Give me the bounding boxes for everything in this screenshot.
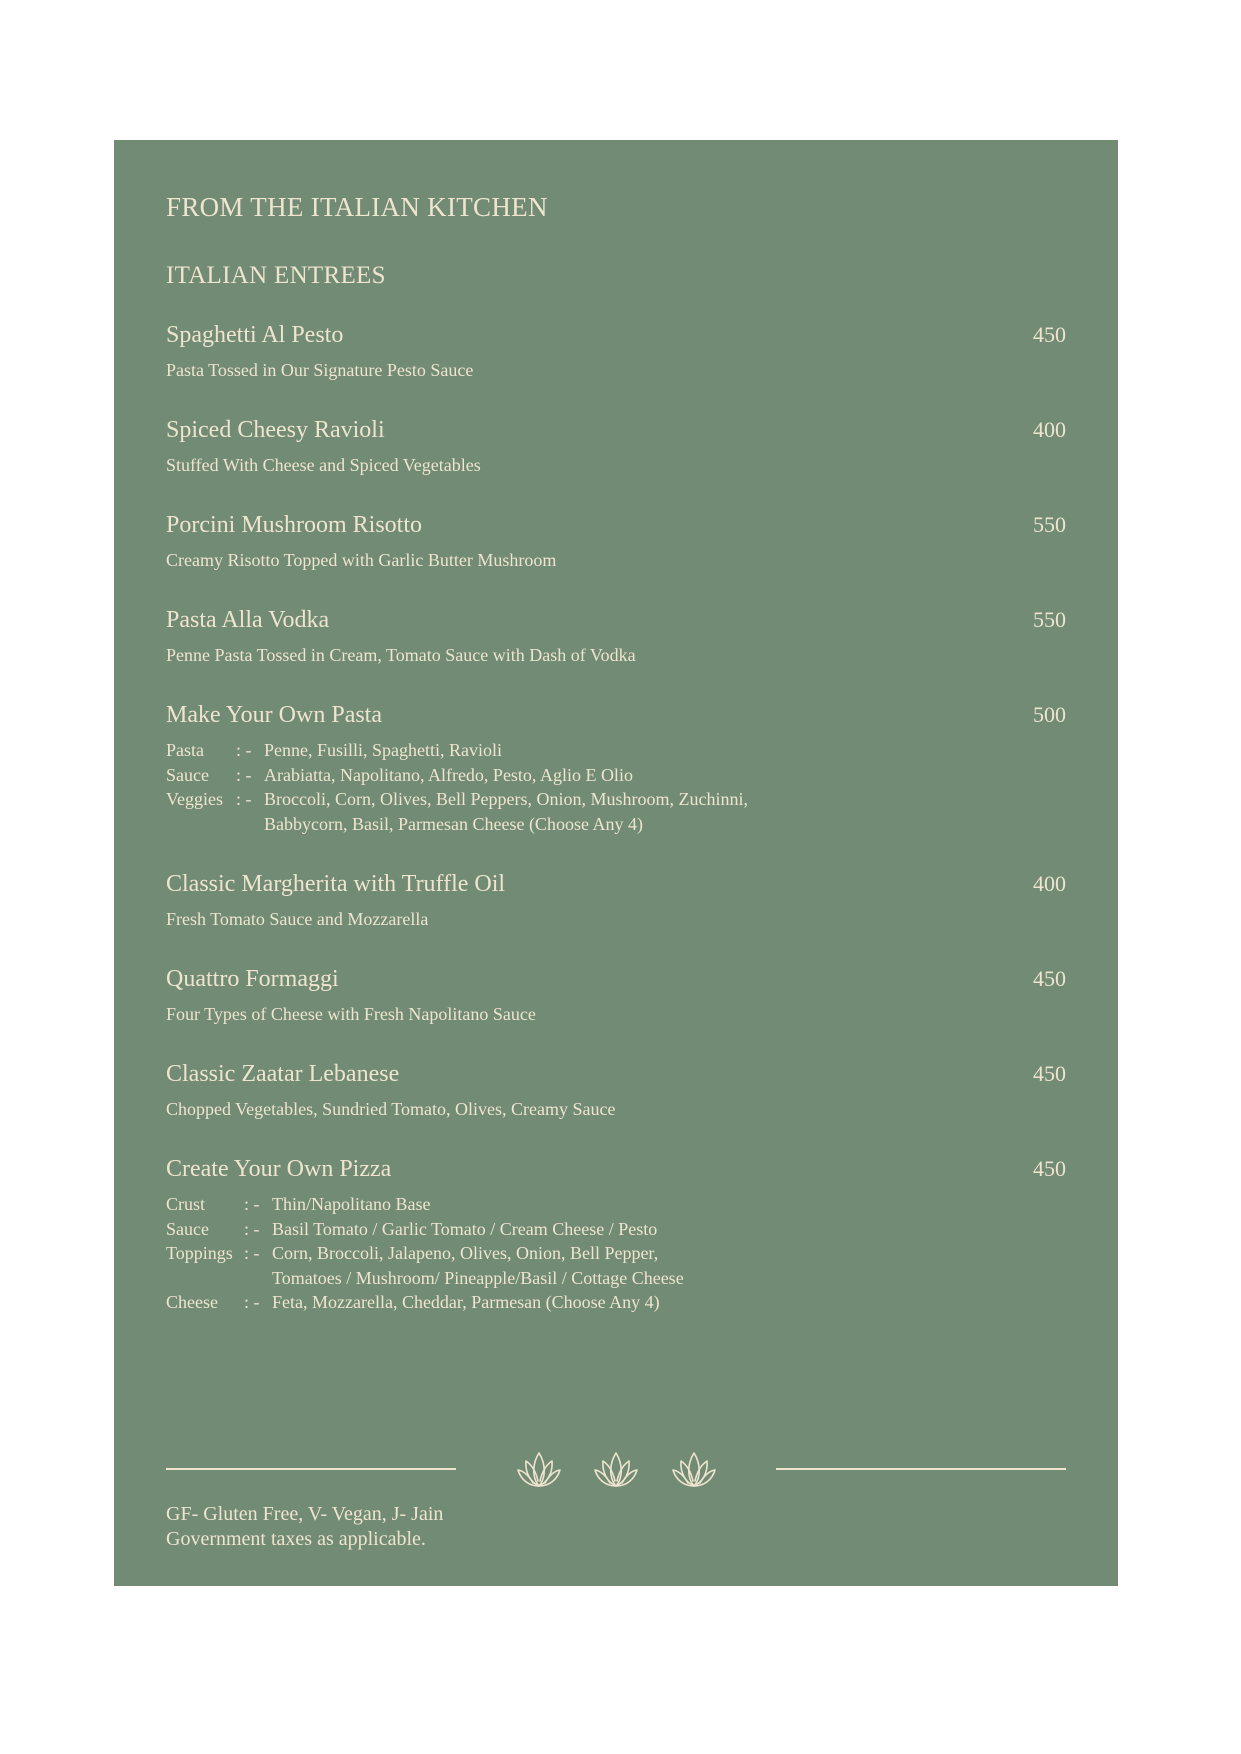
option-separator: : -	[244, 1218, 260, 1239]
pasta-options	[166, 738, 748, 836]
item-name: Spaghetti Al Pesto	[166, 322, 344, 348]
option-values: Feta, Mozzarella, Cheddar, Parmesan (Choose Any 4)	[272, 1292, 660, 1312]
item-name: Classic Margherita with Truffle Oil	[166, 871, 506, 897]
option-separator: : -	[244, 1194, 260, 1214]
item-name: Make Your Own Pasta	[166, 702, 382, 728]
option-values: Arabiatta, Napolitano, Alfredo, Pesto, Aglio E Olio	[264, 764, 633, 785]
option-label: Pasta	[166, 740, 204, 760]
page-title: FROM THE ITALIAN KITCHEN	[166, 192, 548, 222]
item-description: Creamy Risotto Topped with Garlic Butter Mushroom	[166, 550, 557, 570]
divider-right	[776, 1468, 1066, 1470]
item-description: Fresh Tomato Sauce and Mozzarella	[166, 909, 429, 929]
option-row	[166, 738, 748, 763]
section-title: ITALIAN ENTREES	[166, 262, 386, 289]
item-description: Four Types of Cheese with Fresh Napolitano Sauce	[166, 1004, 536, 1024]
option-values: Tomatoes / Mushroom/ Pineapple/Basil / Cottage Cheese	[272, 1267, 684, 1288]
item-price: 400	[1033, 871, 1066, 896]
pizza-options	[166, 1192, 684, 1315]
item-description: Pasta Tossed in Our Signature Pesto Sauce	[166, 360, 474, 380]
option-separator: : -	[236, 764, 252, 785]
item-description: Penne Pasta Tossed in Cream, Tomato Sauce with Dash of Vodka	[166, 645, 636, 665]
menu-panel	[114, 140, 1118, 1586]
option-values: Broccoli, Corn, Olives, Bell Peppers, Onion, Mushroom, Zuchinni,	[264, 789, 748, 809]
option-separator: : -	[236, 740, 252, 760]
item-price: 450	[1033, 1156, 1066, 1181]
option-separator: : -	[244, 1243, 260, 1263]
option-label: Sauce	[166, 764, 209, 785]
option-label: Veggies	[166, 789, 223, 809]
item-price: 550	[1033, 607, 1066, 632]
item-name: Classic Zaatar Lebanese	[166, 1061, 400, 1087]
divider-left	[166, 1468, 456, 1470]
item-name: Porcini Mushroom Risotto	[166, 512, 423, 538]
option-row	[166, 1217, 684, 1242]
item-name: Pasta Alla Vodka	[166, 607, 330, 633]
option-row	[166, 1241, 684, 1290]
lotus-icon	[516, 1448, 562, 1490]
option-values: Corn, Broccoli, Jalapeno, Olives, Onion, Bell Pepper,	[272, 1243, 659, 1263]
option-row	[166, 1192, 684, 1217]
item-price: 500	[1033, 702, 1066, 727]
item-name: Quattro Formaggi	[166, 966, 339, 992]
option-separator: : -	[236, 789, 252, 809]
footer-notes	[166, 1502, 443, 1552]
tax-note: Government taxes as applicable.	[166, 1528, 426, 1550]
item-price: 450	[1033, 322, 1066, 347]
option-values: Penne, Fusilli, Spaghetti, Ravioli	[264, 740, 502, 760]
option-label: Toppings	[166, 1243, 233, 1263]
item-name: Spiced Cheesy Ravioli	[166, 417, 385, 443]
option-values: Basil Tomato / Garlic Tomato / Cream Cheese / Pesto	[272, 1218, 658, 1239]
item-price: 450	[1033, 1061, 1066, 1086]
item-price: 400	[1033, 417, 1066, 442]
option-separator: : -	[244, 1292, 260, 1312]
lotus-icon	[671, 1448, 717, 1490]
lotus-icon	[593, 1448, 639, 1490]
item-description: Stuffed With Cheese and Spiced Vegetables	[166, 455, 481, 475]
option-label: Crust	[166, 1194, 206, 1214]
option-label: Cheese	[166, 1292, 218, 1312]
item-name: Create Your Own Pizza	[166, 1156, 392, 1182]
option-values: Babbycorn, Basil, Parmesan Cheese (Choose Any 4)	[264, 813, 643, 834]
option-row	[166, 1290, 684, 1315]
option-label: Sauce	[166, 1218, 209, 1239]
item-description: Chopped Vegetables, Sundried Tomato, Olives, Creamy Sauce	[166, 1099, 616, 1119]
option-row	[166, 787, 748, 836]
item-price: 450	[1033, 966, 1066, 991]
dietary-legend: GF- Gluten Free, V- Vegan, J- Jain	[166, 1503, 444, 1525]
item-price: 550	[1033, 512, 1066, 537]
option-row	[166, 763, 748, 788]
option-values: Thin/Napolitano Base	[272, 1194, 431, 1214]
